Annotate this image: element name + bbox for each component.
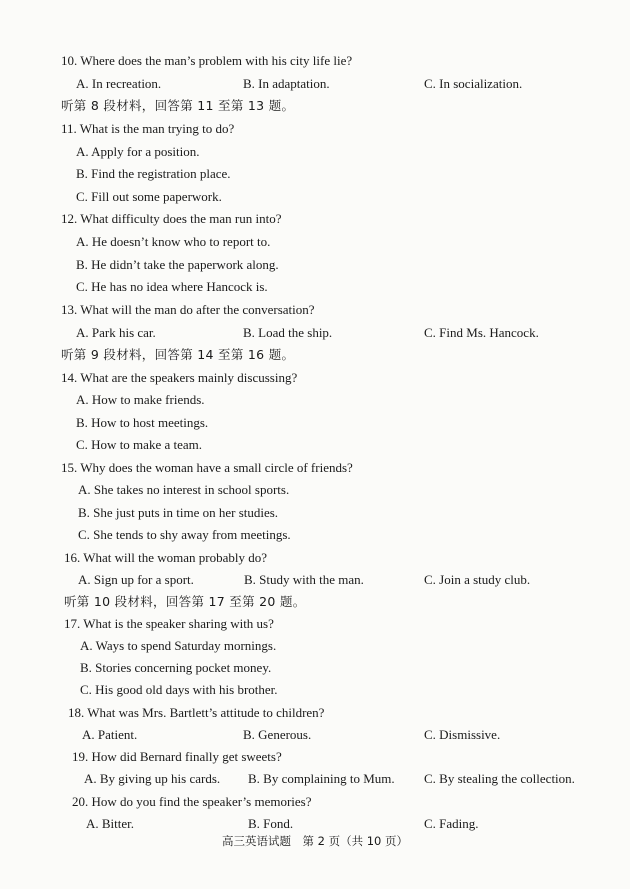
question-text: 11. What is the man trying to do? (61, 121, 235, 136)
option-text: C. How to make a team. (76, 437, 202, 452)
option-text: C. He has no idea where Hancock is. (76, 279, 268, 294)
question-text: 13. What will the man do after the conversation? (61, 302, 315, 317)
option-q19-a: A. By giving up his cards. (84, 771, 221, 786)
option-q18-a: A. Patient. (82, 727, 138, 742)
option-q19-b: B. By complaining to Mum. (248, 771, 395, 786)
question-text: 17. What is the speaker sharing with us? (64, 616, 274, 631)
section-instruction: 听第 10 段材料，回答第 17 至第 20 题。 (64, 594, 306, 609)
section-instruction: 听第 8 段材料，回答第 11 至第 13 题。 (61, 98, 295, 113)
option-q19-c: C. By stealing the collection. (424, 771, 575, 786)
option-q10-c: C. In socialization. (424, 76, 523, 91)
option-q13-b: B. Load the ship. (243, 325, 333, 340)
option-q20-a: A. Bitter. (86, 816, 135, 831)
question-text: 10. Where does the man’s problem with his city life lie? (61, 53, 353, 68)
question-text: 12. What difficulty does the man run into? (61, 211, 282, 226)
option-q13-c: C. Find Ms. Hancock. (424, 325, 539, 340)
option-q18-c: C. Dismissive. (424, 727, 501, 742)
option-q10-a: A. In recreation. (76, 76, 162, 91)
option-text: B. He didn’t take the paperwork along. (76, 257, 279, 272)
option-q20-b: B. Fond. (248, 816, 294, 831)
question-text: 15. Why does the woman have a small circle of friends? (61, 460, 353, 475)
option-text: B. She just puts in time on her studies. (78, 505, 279, 520)
page-footer: 高三英语试题 第 2 页（共 10 页） (221, 834, 409, 848)
option-text: A. How to make friends. (76, 392, 205, 407)
section-instruction: 听第 9 段材料，回答第 14 至第 16 题。 (61, 347, 295, 362)
option-text: B. Stories concerning pocket money. (80, 660, 272, 675)
option-text: C. His good old days with his brother. (80, 682, 278, 697)
option-q18-b: B. Generous. (243, 727, 312, 742)
option-text: A. Apply for a position. (76, 144, 200, 159)
question-text: 16. What will the woman probably do? (64, 550, 268, 565)
option-text: A. Ways to spend Saturday mornings. (80, 638, 277, 653)
option-q16-a: A. Sign up for a sport. (78, 572, 194, 587)
option-text: A. He doesn’t know who to report to. (76, 234, 271, 249)
question-text: 18. What was Mrs. Bartlett’s attitude to children? (68, 705, 325, 720)
option-q20-c: C. Fading. (424, 816, 479, 831)
option-q10-b: B. In adaptation. (243, 76, 330, 91)
option-text: B. Find the registration place. (76, 166, 231, 181)
question-text: 20. How do you find the speaker’s memories? (72, 794, 312, 809)
option-text: C. Fill out some paperwork. (76, 189, 222, 204)
option-q16-b: B. Study with the man. (244, 572, 364, 587)
option-text: A. She takes no interest in school sports. (78, 482, 290, 497)
question-text: 19. How did Bernard finally get sweets? (72, 749, 282, 764)
option-q16-c: C. Join a study club. (424, 572, 531, 587)
option-text: C. She tends to shy away from meetings. (78, 527, 291, 542)
option-text: B. How to host meetings. (76, 415, 209, 430)
option-q13-a: A. Park his car. (76, 325, 156, 340)
question-text: 14. What are the speakers mainly discussing? (61, 370, 298, 385)
